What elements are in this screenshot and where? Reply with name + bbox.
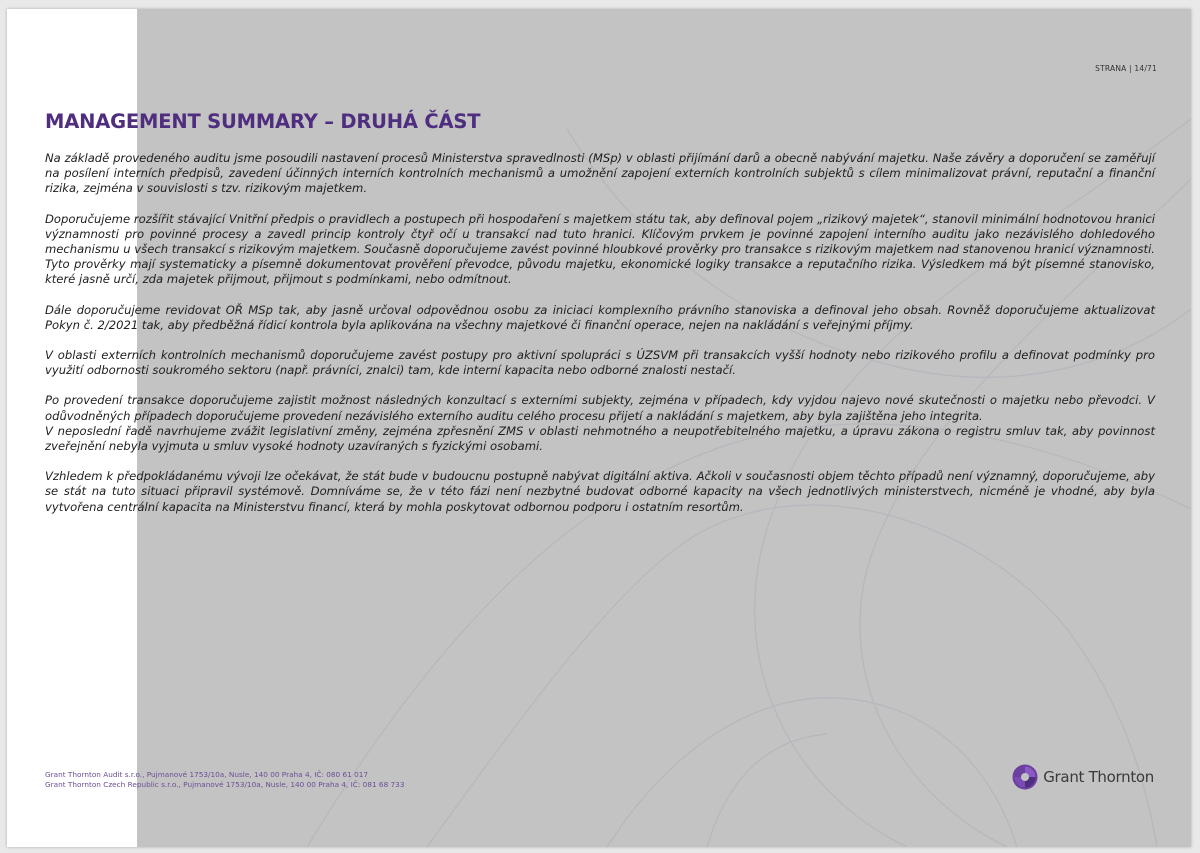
paragraph-post-transaction: Po provedení transakce doporučujeme zajistit možnost následných konzultací s externími subjekty, zejména v případech, kdy vyjdou najevo nové skutečnosti o majetku nebo převodci. V odůvodněných případech doporučujeme provedení nezávislého externího auditu celého procesu přijetí a nakládání s majetkem, aby byla zajištěna jeho integrita. [45,393,1155,423]
paragraph-audit-overview: Na základě provedeného auditu jsme posoudili nastavení procesů Ministerstva spravedlnosti (MSp) v oblasti přijímání darů a obecně nabývání majetku. Naše závěry a doporučení se zaměřují na posílení interních předpisů, zavedení účinných interních kontrolních mechanismů a umožnění zapojení externích kontrolních subjektů s cílem minimalizovat právní, reputační a finanční rizika, zejména v souvislosti s tzv. rizikovým majetkem. [45,151,1155,196]
footer-line-czech-republic: Grant Thornton Czech Republic s.r.o., Pujmanové 1753/10a, Nusle, 140 00 Praha 4, IČ: 081 68 733 [45,780,405,789]
document-page [7,9,1191,847]
page-number: STRANA | 14/71 [1095,64,1157,73]
paragraph-external-controls: V oblasti externích kontrolních mechanismů doporučujeme zavést postupy pro aktivní spolupráci s ÚZSVM při transakcích vyšší hodnoty nebo rizikového profilu a definovat podmínky pro využití odbornosti soukromého sektoru (např. právníci, znalci) tam, kde interní kapacita nebo odborné znalosti nestačí. [45,348,1155,378]
paragraph-digital-assets: Vzhledem k předpokládanému vývoji lze očekávat, že stát bude v budoucnu postupně nabývat digitální aktiva. Ačkoli v současnosti objem těchto případů není významný, doporučujeme, aby se stát na tuto situaci připravil systémově. Domníváme se, že v této fázi není nezbytné budovat odborné kapacity na všech jednotlivých ministerstvech, nicméně je vhodné, aby byla vytvořena centrální kapacita na Ministerstvu financí, která by mohla poskytovat odbornou podporu i ostatním resortům. [45,469,1155,514]
grant-thornton-logo [1012,764,1154,790]
paragraph-or-revision: Dále doporučujeme revidovat OŘ MSp tak, aby jasně určoval odpovědnou osobu za iniciaci komplexního právního stanoviska a definoval jeho obsah. Rovněž doporučujeme aktualizovat Pokyn č. 2/2021 tak, aby předběžná řídicí kontrola byla aplikována na všechny majetkové či finanční operace, nejen na nakládání s veřejnými příjmy. [45,302,1155,332]
grant-thornton-logo-icon [1012,764,1038,790]
paragraph-legislative-changes: V neposlední řadě navrhujeme zvážit legislativní změny, zejména zpřesnění ZMS v oblasti nehmotného a neupotřebitelného majetku, a úpravu zákona o registru smluv tak, aby povinnost zveřejnění nebyla vyjmuta u smluv vysoké hodnoty uzavíraných s fyzickými osobami. [45,423,1155,454]
page-title: MANAGEMENT SUMMARY – DRUHÁ ČÁST [45,110,481,133]
footer-line-audit: Grant Thornton Audit s.r.o., Pujmanové 1753/10a, Nusle, 140 00 Praha 4, IČ: 080 61 017 [45,770,369,779]
paragraph-internal-rules: Doporučujeme rozšířit stávající Vnitřní předpis o pravidlech a postupech při hospodaření s majetkem státu tak, aby definoval pojem „rizikový majetek“, stanovil minimální hodnotovou hranici významnosti pro povinné procesy a zavedl princip kontroly čtyř očí u transakcí nad tuto hranici. Klíčovým prvkem je povinné zapojení interního auditu jako nezávislého dohledového mechanismu u všech transakcí s rizikovým majetkem. Současně doporučujeme zavést povinné hloubkové prověrky pro transakce s rizikovým majetkem nad stanovenou hranicí významnosti. Tyto prověrky mají systematicky a písemně dokumentovat prověření převodce, původu majetku, ekonomické logiky transakce a reputačního rizika. Výsledkem má být písemné stanovisko, které jasně určí, zda majetek přijmout, přijmout s podmínkami, nebo odmítnout. [45,211,1155,287]
footer-company-info [45,770,404,790]
logo-text: Grant Thornton [1043,768,1154,786]
body-text [45,151,1155,530]
